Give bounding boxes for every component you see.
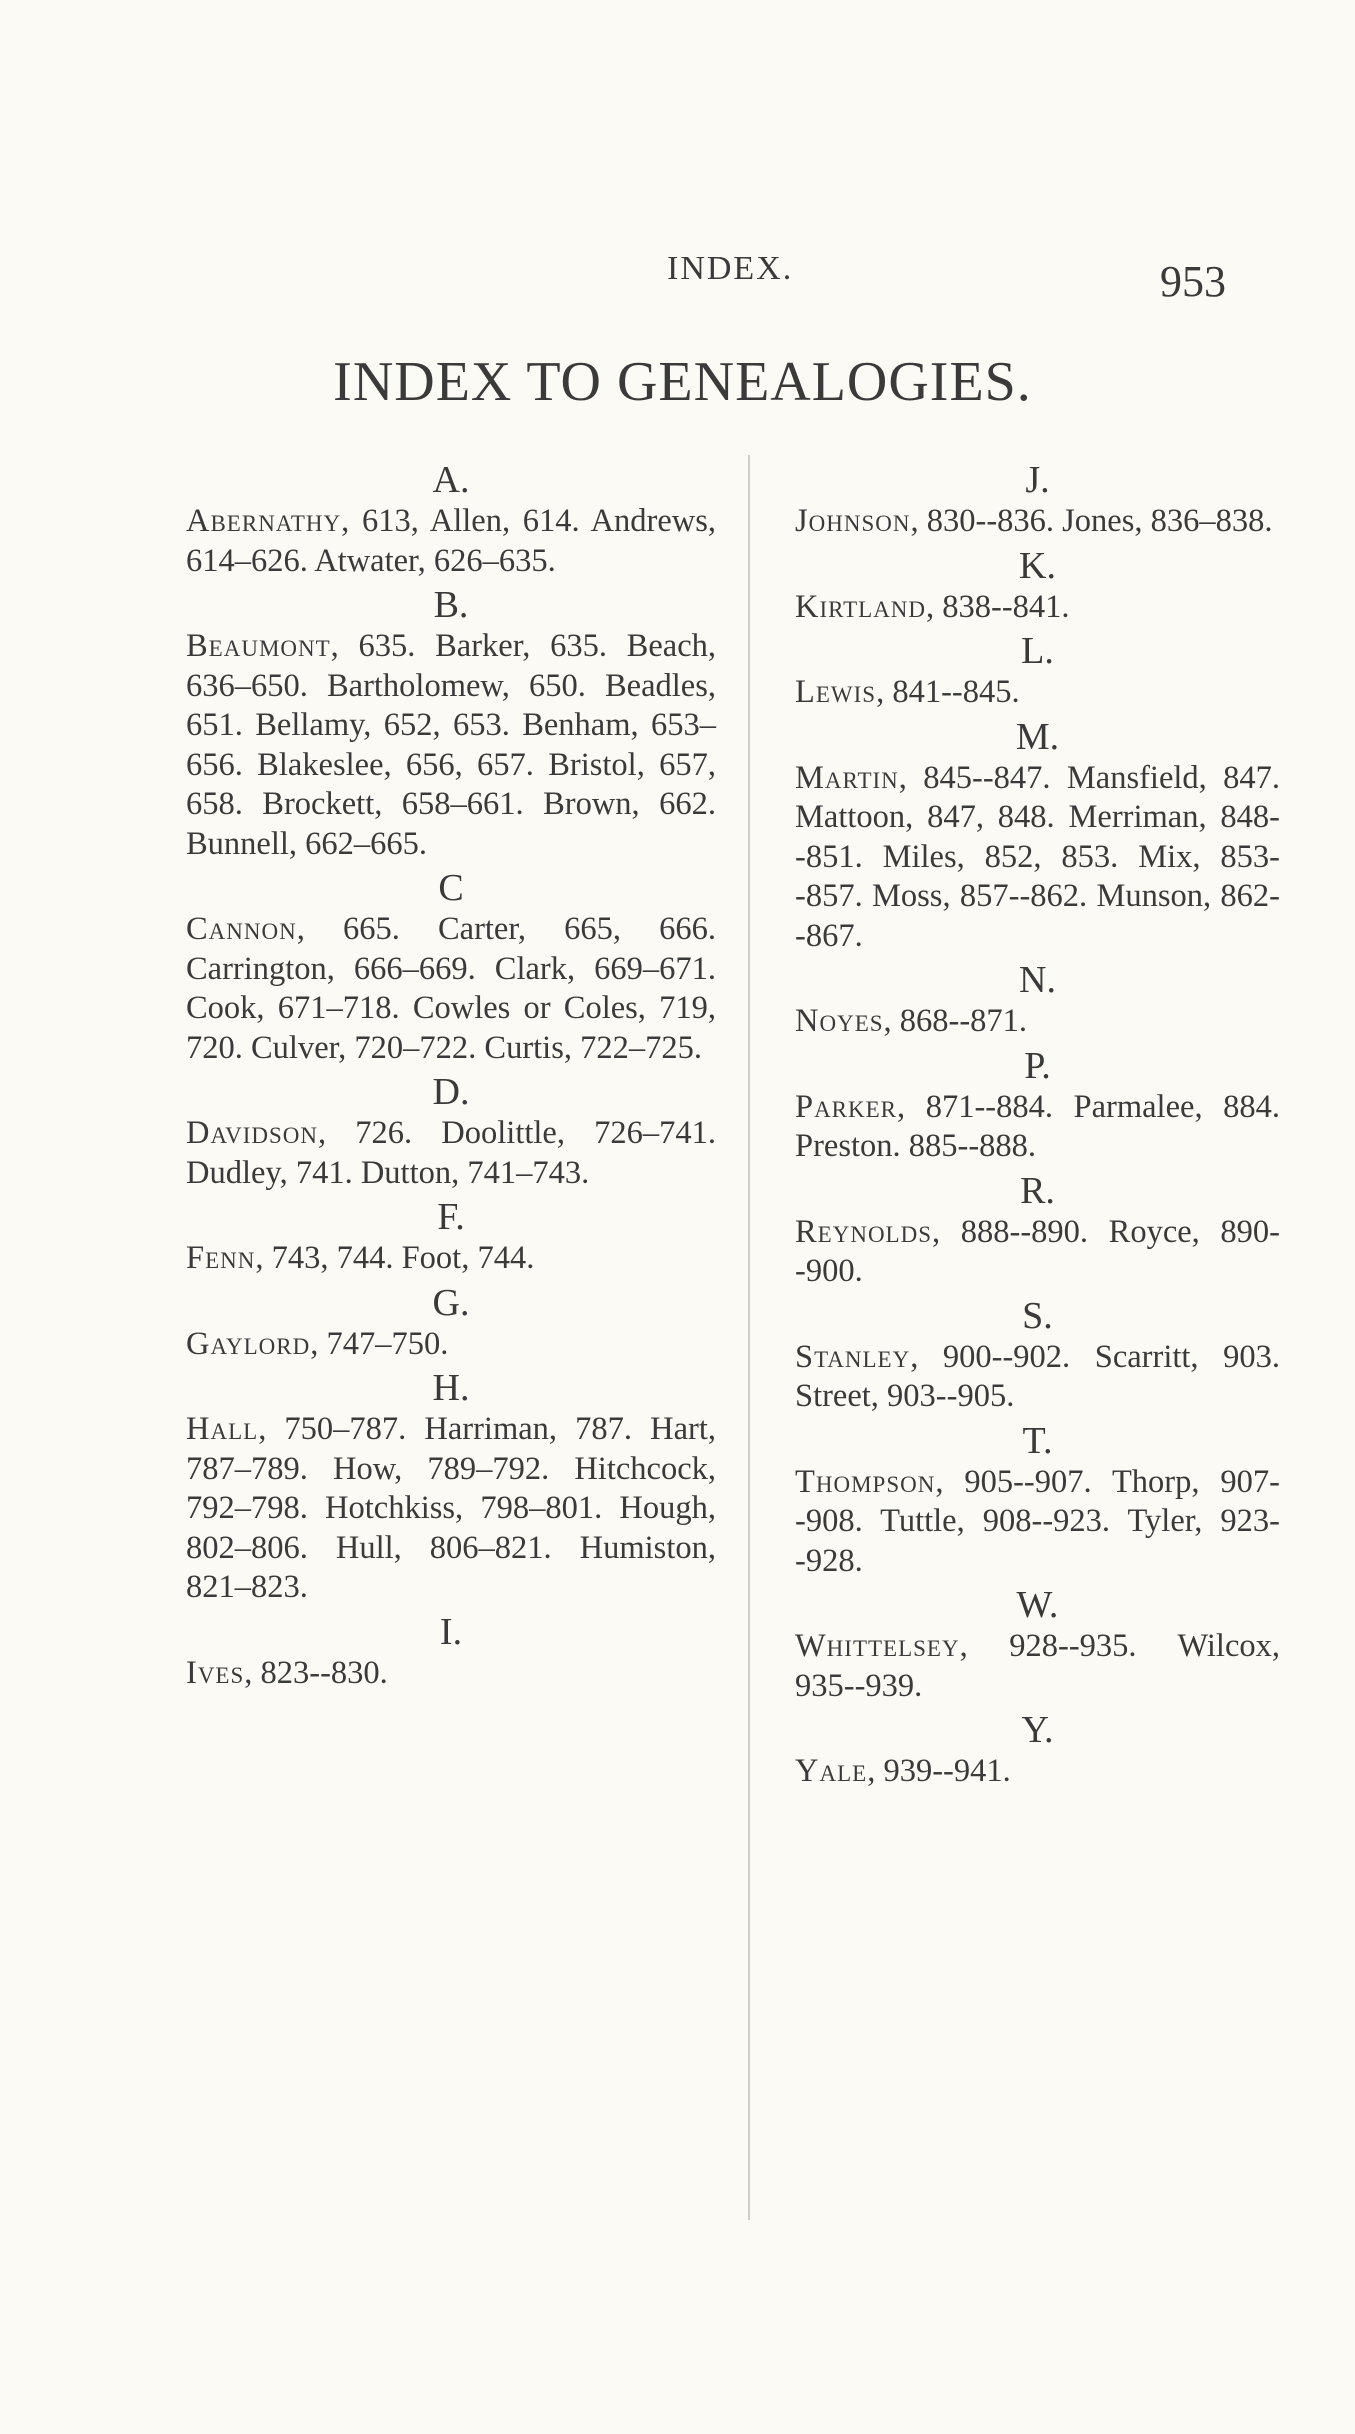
lead-surname: Kirtland [795,588,927,625]
lead-surname: Cannon [186,911,297,947]
running-head [0,250,1355,306]
entry-text: , 635. Barker, 635. Beach, 636–650. Bartholomew, 650. Beadles, 651. Bellamy, 652, 653. Benham, 653–656. Blakeslee, 656, 657. Bristol, 657, 658. Brockett, 658–661. Brown, 662. Bunnell, 662–665. [186,628,716,862]
lead-surname: Stanley [795,1338,911,1375]
entry-text: , 928--935. Wilcox, 935--939. [795,1628,1280,1704]
section-letter: N. [1019,959,1056,1001]
entry-text: , 838--841. [926,588,1070,625]
section-entries [795,759,1280,957]
left-column [186,458,716,1695]
index-section [795,715,1280,957]
lead-surname: Johnson [795,503,911,539]
section-letter: F. [437,1196,465,1238]
right-column [795,458,1280,1794]
lead-surname: Reynolds [795,1213,933,1250]
section-entries [795,1002,1280,1042]
entry-text: , 905--907. Thorp, 907--908. Tuttle, 908--923. Tyler, 923--928. [795,1463,1280,1579]
lead-surname: Beaumont [186,628,331,664]
entry-text: , 868--871. [883,1003,1028,1039]
index-section [186,1070,716,1193]
index-section [795,1419,1280,1582]
section-entries [795,1213,1280,1292]
entry-text: , 845--847. Mansfield, 847. Mattoon, 847, 848. Merriman, 848--851. Miles, 852, 853. Mix, 853--857. Moss, 857--862. Munson, 862--867. [795,759,1280,954]
section-entries [186,1114,716,1193]
section-letter: Y. [1021,1709,1054,1751]
lead-surname: Yale [795,1753,868,1789]
section-entries [795,1627,1280,1706]
section-letter: C [438,867,464,909]
index-section [795,958,1280,1042]
index-section [795,1583,1280,1706]
index-section [186,583,716,864]
section-entries [795,1088,1280,1167]
lead-surname: Whittelsey [795,1628,960,1664]
lead-surname: Thompson [795,1463,936,1500]
running-title: INDEX. [667,250,794,287]
index-section [186,1195,716,1279]
lead-surname: Fenn [186,1240,256,1276]
entry-text: , 613, Allen, 614. Andrews, 614–626. Atwater, 626–635. [186,503,716,579]
index-section [186,866,716,1068]
index-section [795,629,1280,713]
lead-surname: Ives [186,1654,245,1691]
index-section [186,458,716,581]
index-section [795,544,1280,628]
index-section [186,1610,716,1694]
section-letter: I. [439,1610,463,1653]
section-letter: J. [1025,459,1050,501]
entry-text: , 823--830. [244,1654,388,1691]
entry-text: , 747–750. [310,1325,449,1362]
section-letter: L. [1021,630,1054,672]
index-section [795,1708,1280,1792]
section-letter: P. [1024,1044,1051,1087]
section-entries [186,627,716,864]
section-entries [795,673,1280,713]
entry-text: , 665. Carter, 665, 666. Carrington, 666–669. Clark, 669–671. Cook, 671–718. Cowles or Coles, 719, 720. Culver, 720–722. Curtis, 722–725. [186,911,716,1066]
section-letter: M. [1015,715,1060,758]
section-letter: B. [433,584,469,626]
page-number: 953 [1160,257,1226,306]
section-letter: A. [432,459,470,501]
entry-text: , 743, 744. Foot, 744. [255,1240,535,1276]
section-letter: W. [1016,1584,1059,1626]
index-section [795,1169,1280,1292]
section-entries [795,588,1280,628]
section-entries [186,502,716,581]
entry-text: , 888--890. Royce, 890--900. [795,1213,1280,1289]
section-entries [186,910,716,1068]
lead-surname: Abernathy [186,503,342,539]
section-letter: K. [1019,544,1056,587]
section-entries [186,1654,716,1694]
index-section [795,1294,1280,1417]
page-title: INDEX TO GENEALOGIES. [333,351,1032,413]
column-divider [748,455,750,2220]
lead-surname: Hall [186,1411,259,1447]
entry-text: , 830--836. Jones, 836–838. [910,503,1273,539]
section-letter: T. [1022,1419,1053,1462]
section-letter: H. [432,1367,470,1409]
entry-text: , 939--941. [867,1753,1011,1789]
lead-surname: Martin [795,759,899,796]
section-entries [795,502,1280,542]
section-letter: S. [1022,1294,1053,1337]
section-entries [186,1239,716,1279]
section-letter: D. [432,1071,470,1113]
lead-surname: Davidson [186,1115,319,1151]
section-entries [795,1752,1280,1792]
section-letter: G. [432,1281,470,1324]
section-entries [795,1338,1280,1417]
entry-text: , 871--884. Parmalee, 884. Preston. 885--888. [795,1088,1280,1164]
lead-surname: Parker [795,1088,898,1125]
lead-surname: Noyes [795,1003,884,1039]
index-section [186,1281,716,1365]
entry-text: , 900--902. Scarritt, 903. Street, 903--905. [795,1338,1280,1414]
section-entries [186,1410,716,1608]
index-section [795,458,1280,542]
index-section [186,1366,716,1608]
lead-surname: Lewis [795,674,877,710]
section-entries [795,1463,1280,1582]
index-section [795,1044,1280,1167]
section-entries [186,1325,716,1365]
entry-text: , 726. Doolittle, 726–741. Dudley, 741. Dutton, 741–743. [186,1115,716,1191]
lead-surname: Gaylord [186,1325,311,1362]
entry-text: , 841--845. [876,674,1020,710]
section-letter: R. [1020,1169,1055,1212]
entry-text: , 750–787. Harriman, 787. Hart, 787–789. How, 789–792. Hitchcock, 792–798. Hotchkiss, 798–801. Hough, 802–806. Hull, 806–821. Humiston, 821–823. [186,1411,716,1605]
